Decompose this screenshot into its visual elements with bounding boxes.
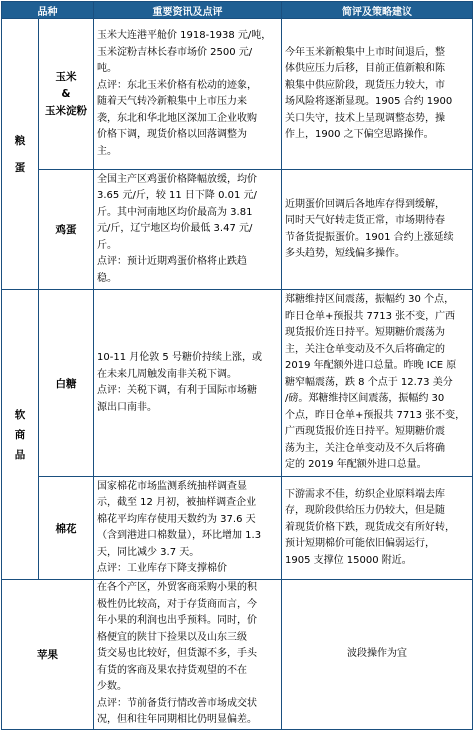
news-cell: 国家棉花市场监测系统抽样调查显 示，截至 12 月初，被抽样调查企业 棉花平均库存使用天数约为 37.6 天 （含到港进口棉数量），环比增加 1.3 天，同比减少 3.7 天。 点评：工业库存下降支撑棉价 (94, 477, 282, 580)
table-row (2, 19, 473, 170)
report-table (1, 1, 473, 730)
header-strategy: 简评及策略建议 (282, 2, 473, 19)
variety-name: 白糖 (39, 290, 94, 477)
group-label-apple: 苹果 (2, 580, 94, 730)
variety-name: 玉米 & 玉米淀粉 (39, 19, 94, 170)
table-row (2, 290, 473, 477)
group-label-soft: 软 商 品 (2, 290, 39, 580)
table-row (2, 580, 473, 730)
table-row (2, 477, 473, 580)
news-cell: 在各个产区，外贸客商采购小果的积 极性仍比较高，对于存货商而言，今 年小果的利润也出乎预料。同时，价 格便宜的陕甘下捡果以及山东三级 货交易也比较好，但货源不多，手头 有货的客商及果农持货观望的不在 少数。 点评：节前备货行情改善市场成交状 况，但和往年同期相比仍明显偏差。 (94, 580, 282, 730)
strategy-cell: 郑糖维持区间震荡，振幅约 30 个点， 昨日仓单+预报共 7713 张不变，广西 现货报价连日持平。短期糖价震荡为 主，关注仓单变动及不久后将确定的 2019 年配额外进口总量。昨晚 ICE 原 糖窄幅震荡，跌 8 个点于 12.73 美分 /磅。郑糖维持区间震荡，振幅约 30 个点，昨日仓单+预报共 7713 张不变， 广西现货报价连日持平。短期糖价震 荡为主，关注仓单变动及不久后将确 定的 2019 年配额外进口总量。 (282, 290, 473, 477)
news-cell: 玉米大连港平舱价 1918-1938 元/吨， 玉米淀粉吉林长春市场价 2500 元/ 吨。 点评：东北玉米价格有松动的迹象， 随着天气转冷新粮集中上市压力来 袭，东北和华北地区深加工企业收购 价格下调，现货价格以回落调整为 主。 (94, 19, 282, 170)
strategy-cell: 今年玉米新粮集中上市时间退后，整 体供应压力后移，目前正值新粮和陈 粮集中供应阶段，现货压力较大，市 场风险将逐渐显现。1905 合约 1900 关口失守，技术上呈现调整态势，操 作上，1900 之下偏空思路操作。 (282, 19, 473, 170)
header-variety: 品种 (2, 2, 94, 19)
strategy-cell: 波段操作为宜 (282, 580, 473, 730)
variety-name: 鸡蛋 (39, 170, 94, 290)
variety-name: 棉花 (39, 477, 94, 580)
header-row (2, 2, 473, 19)
news-cell: 10-11 月伦敦 5 号糖价持续上涨，或 在未来几周触发南非关税下调。 点评：关税下调，有利于国际市场糖 源出口南非。 (94, 290, 282, 477)
table-row (2, 170, 473, 290)
group-label-grain: 粮 蛋 (2, 19, 39, 290)
header-news: 重要资讯及点评 (94, 2, 282, 19)
news-cell: 全国主产区鸡蛋价格降幅放缓，均价 3.65 元/斤，较 11 日下降 0.01 元/ 斤。其中河南地区均价最高为 3.81 元/斤，辽宁地区均价最低 3.47 元/ 斤。 点评：预计近期鸡蛋价格将止跌趋 稳。 (94, 170, 282, 290)
strategy-cell: 近期蛋价回调后各地库存得到缓解， 同时天气好转走货正常，市场期待春 节备货提振蛋价。1901 合约上涨延续 多头趋势，短线偏多操作。 (282, 170, 473, 290)
strategy-cell: 下游需求不佳，纺织企业原料端去库 存，现阶段供给压力仍较大，但是随 着现货价格下跌，现货成交有所好转， 预计短期棉价可能依旧偏弱运行， 1905 支撑位 15000 附近。 (282, 477, 473, 580)
